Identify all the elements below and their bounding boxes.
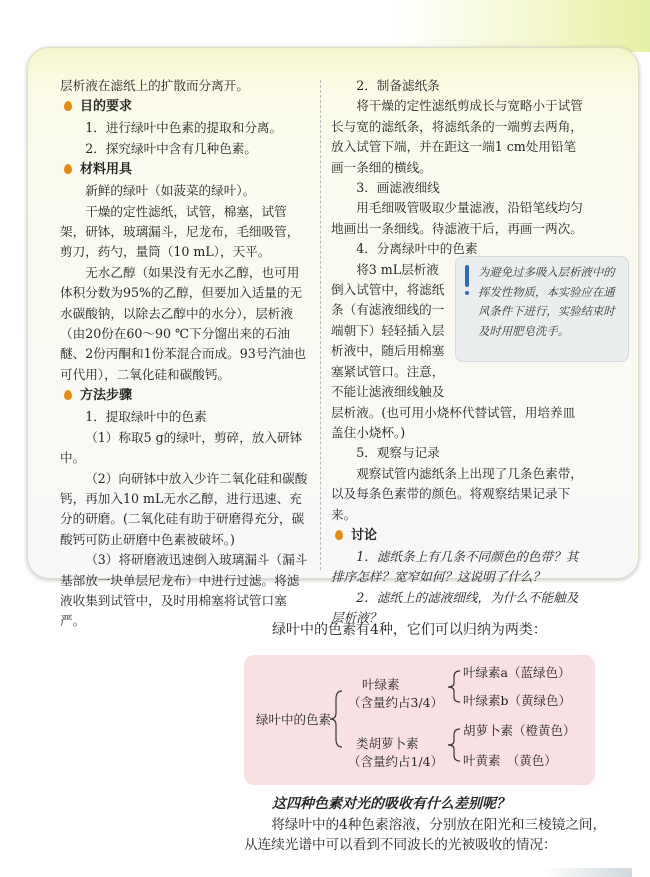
step4-line: 倒入试管中，将滤纸 — [331, 282, 445, 298]
step-title: 3．画滤液细线 — [356, 180, 440, 196]
step-title: 2．制备滤纸条 — [356, 78, 440, 93]
step-text: 将干燥的定性滤纸剪成长与宽略小于试管长与宽的滤纸条，将滤纸条的一端剪去两角，放入试管下端，并在距这一端1 cm处用铅笔画一条细的横线。 — [331, 98, 583, 175]
root-bracket — [330, 691, 342, 747]
page-top-band — [0, 0, 650, 52]
bottom-text — [244, 794, 614, 856]
step-paragraph: （3）将研磨液迅速倒入玻璃漏斗（漏斗基部放一块单层尼龙布）中进行过滤。将滤液收集到试管中，及时用棉塞将试管口塞严。 — [60, 552, 308, 629]
absorption-question: 这四种色素对光的吸收有什么差别呢？ — [272, 796, 510, 812]
materials-paragraph: 无水乙醇（如果没有无水乙醇，也可用体积分数为95%的乙醇，但要加入适量的无水碳酸钠，以除去乙醇中的水分），层析液（由20份在60～90 ℃下分馏出来的石油醚、2份丙酮和1份苯混合而成。93号汽油也可代用），二氧化硅和碳酸钙。 — [60, 264, 307, 382]
method-heading — [60, 385, 310, 407]
drop-icon — [335, 530, 343, 540]
carotenoid-share: （含量约占1/4） — [348, 754, 444, 769]
page-footer-band — [542, 868, 632, 877]
materials-paragraph: 新鲜的绿叶（如菠菜的绿叶）。 — [85, 183, 256, 199]
lead-sentence: 绿叶中的色素有4种，它们可以归纳为两类： — [272, 622, 547, 638]
discuss-heading-label: 讨论 — [351, 527, 378, 543]
pigment-classification-diagram — [244, 655, 595, 785]
xanthophyll: 叶黄素 （黄色） — [463, 753, 557, 768]
goal-heading-label: 目的要求 — [80, 99, 133, 115]
chlorophyll-share: （含量约占3/4） — [348, 695, 444, 710]
safety-note-text: 为避免过多吸入层析液中的挥发性物质，本实验应在通风条件下进行，实验结束时及时用肥皂洗手。 — [478, 265, 615, 338]
chl-bracket — [448, 671, 460, 702]
discuss-heading — [331, 525, 585, 547]
diagram-root: 绿叶中的色素 — [256, 712, 332, 727]
column-divider — [320, 80, 321, 570]
step4-line: 条（有滤液细线的一 — [331, 302, 445, 318]
step4-tail: 层析液。(也可用小烧杯代替试管，用培养皿盖住小烧杯。) — [331, 404, 576, 440]
goal-item: 1．进行绿叶中色素的提取和分离。 — [85, 120, 283, 136]
intro-text: 层析液在滤纸上的扩散而分离开。 — [60, 78, 249, 93]
materials-paragraph: 干燥的定性滤纸，试管，棉塞，试管架，研钵，玻璃漏斗，尼龙布，毛细吸管，剪刀，药勺，量筒（10 mL），天平。 — [60, 203, 300, 260]
step-paragraph: 1．提取绿叶中的色素 — [85, 409, 207, 425]
discuss-question: 1．滤纸条上有几条不同颜色的色带？其排序怎样？宽窄如何？这说明了什么？ — [331, 548, 579, 585]
chlorophyll-label: 叶绿素 — [362, 677, 400, 692]
safety-note — [455, 256, 629, 362]
absorption-paragraph: 将绿叶中的4种色素溶液，分别放在阳光和三棱镜之间，从连续光谱中可以看到不同波长的光被吸收的情况： — [244, 816, 607, 854]
step-title: 4．分离绿叶中的色素 — [356, 241, 478, 257]
step4-line: 塞紧试管口。注意， — [331, 363, 445, 379]
chlorophyll-a: 叶绿素a（蓝绿色） — [463, 665, 571, 680]
step-text: 用毛细吸管吸取少量滤液，沿铅笔线均匀地画出一条细线。待滤液干后，再画一两次。 — [331, 200, 583, 236]
materials-heading — [60, 159, 310, 181]
step4-line: 将3 mL层析液 — [356, 261, 439, 277]
step-text: 观察试管内滤纸条上出现了几条色素带，以及每条色素带的颜色。将观察结果记录下来。 — [331, 465, 583, 522]
step4-line: 端朝下）轻轻插入层 — [331, 322, 445, 338]
step-title: 5．观察与记录 — [356, 445, 440, 461]
discuss-question: 2．滤纸上的滤液细线，为什么不能触及层析液？ — [331, 589, 579, 626]
carotenoid-label: 类胡萝卜素 — [356, 736, 419, 751]
chlorophyll-b: 叶绿素b（黄绿色） — [463, 693, 572, 708]
step4-line: 析液中，随后用棉塞 — [331, 343, 445, 359]
goal-heading — [60, 96, 310, 118]
exclamation-dot — [465, 291, 469, 295]
step-paragraph: （1）称取5 g的绿叶，剪碎，放入研钵中。 — [60, 429, 303, 466]
drop-icon — [64, 101, 72, 111]
left-column — [60, 76, 310, 632]
drop-icon — [64, 390, 72, 400]
materials-heading-label: 材料用具 — [80, 162, 133, 178]
exclamation-icon — [465, 265, 469, 287]
step4-line: 不能让滤液细线触及 — [331, 384, 445, 400]
method-heading-label: 方法步骤 — [80, 388, 133, 404]
carotene: 胡萝卜素（橙黄色） — [463, 723, 576, 738]
car-bracket — [448, 729, 460, 761]
goal-item: 2．探究绿叶中含有几种色素。 — [85, 140, 257, 156]
step4-wrapped-text — [331, 260, 451, 403]
drop-icon — [64, 164, 72, 174]
step-paragraph: （2）向研钵中放入少许二氧化硅和碳酸钙，再加入10 mL无水乙醇，进行迅速、充分的研磨。(二氧化硅有助于研磨得充分，碳酸钙可防止研磨中色素被破坏。) — [60, 470, 308, 547]
